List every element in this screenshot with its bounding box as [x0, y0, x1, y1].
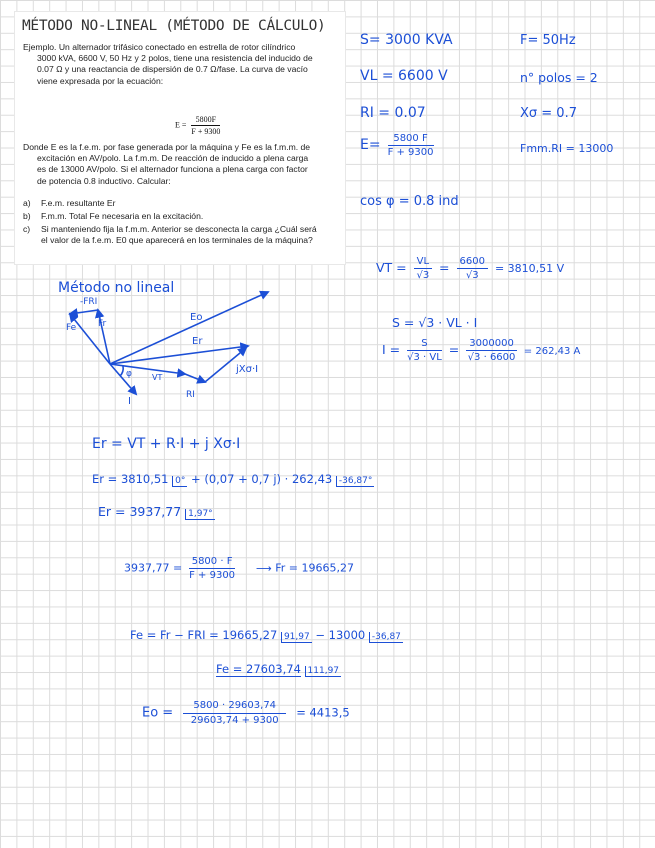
er-formula: Er = VT + R·I + j Xσ·I — [92, 436, 241, 452]
label-fr: Fr — [98, 319, 107, 329]
fri-vector — [70, 310, 98, 314]
label-ri: RI — [186, 390, 195, 400]
diagram-title: Método no lineal — [58, 280, 175, 296]
equation-numerator: 5800F — [191, 115, 220, 126]
question-a: a) F.e.m. resultante Er — [23, 198, 116, 208]
problem-statement — [15, 12, 345, 264]
body-line: Donde E es la f.e.m. por fase generada por la máquina y Fe es la f.m.m. de — [23, 142, 311, 152]
label-eo: Eo — [190, 312, 203, 323]
phasor-diagram — [40, 272, 340, 407]
question-c: c) Si manteniendo fija la f.m.m. Anterior se desconecta la carga ¿Cuál será — [23, 224, 317, 234]
eo-calc: Eo = $\frac{5800 \cdot 29603,74}{29603,74 + 9300}$ = 4413,5 — [142, 700, 350, 726]
s-formula: S = √3 · VL · I — [392, 315, 478, 330]
label-fe: Fe — [66, 323, 77, 333]
label-fri: -FRI — [80, 297, 98, 307]
er-result: Er = 3937,77 1,97° — [98, 504, 213, 519]
intro-line: 3000 kVA, 6600 V, 50 Hz y 2 polos, tiene una resistencia del inducido de — [37, 53, 313, 64]
equation-lhs: E = — [175, 120, 187, 130]
label-er: Er — [192, 336, 203, 347]
intro-line: viene expresada por la ecuación: — [37, 75, 164, 86]
label-i: I — [128, 396, 131, 407]
question-c-cont: el valor de la f.e.m. E0 que aparecerá en los terminales de la máquina? — [41, 235, 313, 245]
label-phi: φ — [126, 369, 132, 379]
problem-intro — [23, 42, 313, 87]
given-poles: n° polos = 2 — [520, 70, 598, 85]
vt-vector — [110, 364, 185, 374]
given-fmm: Fmm.RI = 13000 — [520, 142, 614, 155]
fr-calc: 3937,77 = $\frac{5800 \cdot F}{F + 9300}$ ⟶ Fr = 19665,27 — [124, 556, 354, 581]
intro-line: Ejemplo. Un alternador trifásico conectado en estrella de rotor cilíndrico — [23, 42, 296, 52]
given-e: E= $\frac{5800 F}{F + 9300}$ — [360, 133, 434, 158]
er-substitution: Er = 3810,51 0° + (0,07 + 0,7 j) · 262,43 -36,87° — [92, 472, 373, 486]
problem-body — [23, 142, 310, 187]
i-calc: I = $\frac{S}{√3 \cdot VL}$ = $\frac{3000000}{√3 \cdot 6600}$ = 262,43 A — [382, 338, 581, 363]
vt-calc: VT = $\frac{VL}{√3}$ = $\frac{6600}{√3}$ = 3810,51 V — [376, 256, 565, 281]
label-vt: VT — [152, 373, 163, 382]
emf-equation — [175, 115, 220, 136]
label-jxi: jXσ·I — [236, 364, 259, 375]
given-vl: VL = 6600 V — [360, 68, 448, 84]
given-xs: Xσ = 0.7 — [520, 106, 577, 121]
intro-line: 0.07 Ω y una reactancia de dispersión de 0.7 Ω/fase. La curva de vacío — [37, 64, 308, 75]
given-ri: RI = 0.07 — [360, 105, 426, 121]
equation-denominator: F + 9300 — [191, 127, 221, 136]
fe-formula: Fe = Fr − FRI = 19665,27 91,97 − 13000 -36,87 — [130, 628, 401, 642]
ri-vector — [185, 374, 205, 382]
given-cos: cos φ = 0.8 ind — [360, 194, 459, 209]
body-line: de potencia 0.8 inductivo. Calcular: — [37, 175, 171, 186]
problem-title: MÉTODO NO-LINEAL (MÉTODO DE CÁLCULO) — [22, 18, 326, 34]
phi-arc — [120, 366, 123, 376]
given-s: S= 3000 KVA — [360, 32, 453, 48]
given-f: F= 50Hz — [520, 33, 576, 48]
body-line: excitación en AV/polo. La f.m.m. De reacción de inducido a plena carga — [37, 153, 309, 164]
question-b: b) F.m.m. Total Fe necesaria en la excitación. — [23, 211, 204, 221]
body-line: es de 13000 AV/polo. Si el alternador funciona a plena carga con factor — [37, 164, 308, 175]
fe-result: Fe = 27603,74 111,97 — [216, 662, 340, 676]
